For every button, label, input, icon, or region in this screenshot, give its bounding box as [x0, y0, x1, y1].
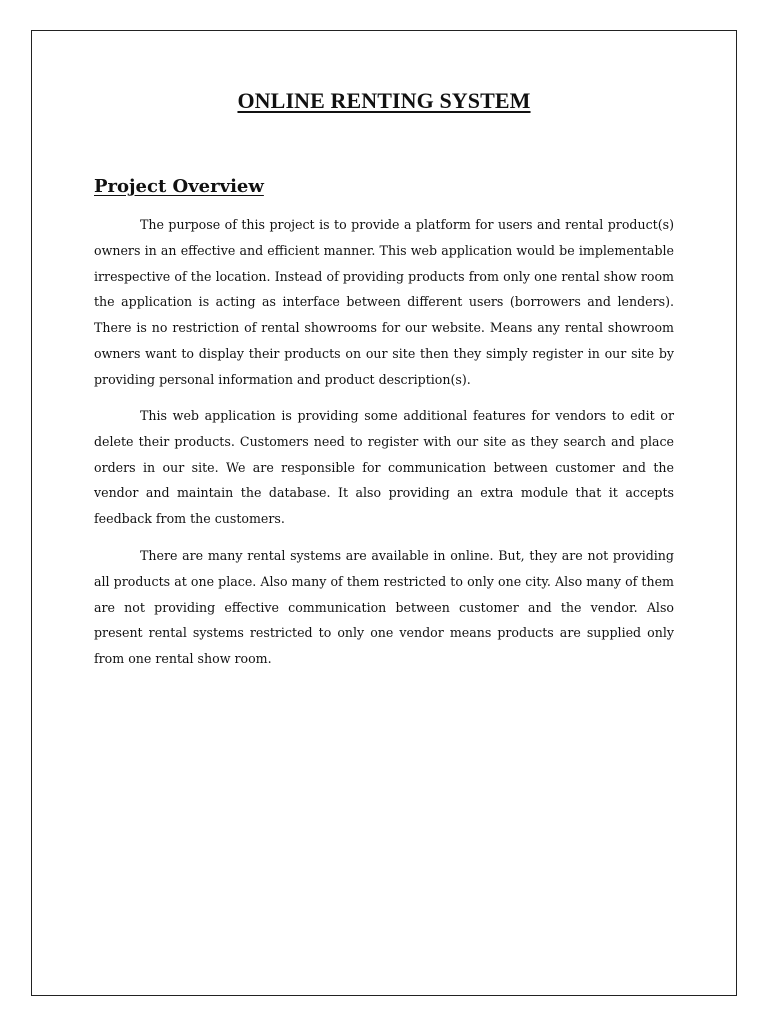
paragraph-purpose: The purpose of this project is to provide a platform for users and rental product(s) owners in an effective and efficient manner. This web application would be implementable irrespective of the location. Instead of providing products from only one rental show room the application is acting as interface between different users (borrowers and lenders). There is no restriction of rental showrooms for our website. Means any rental showroom owners want to display their products on our site then they simply register in our site by providing personal information and product description(s).: [94, 217, 674, 387]
document-title: ONLINE RENTING SYSTEM: [237, 88, 531, 113]
paragraph-existing-systems: There are many rental systems are available in online. But, they are not providing all products at one place. Also many of them restricted to only one city. Also many of them are not providing effective communication between customer and the vendor. Also present rental systems restricted to only one vendor means products are supplied only from one rental show room.: [94, 548, 674, 667]
paragraph-features: This web application is providing some additional features for vendors to edit or delete their products. Customers need to register with our site as they search and place orders in our site. We are responsible for communication between customer and the vendor and maintain the database. It also providing an extra module that it accepts feedback from the customers.: [94, 408, 674, 527]
section-heading-project-overview: Project Overview: [94, 176, 264, 197]
